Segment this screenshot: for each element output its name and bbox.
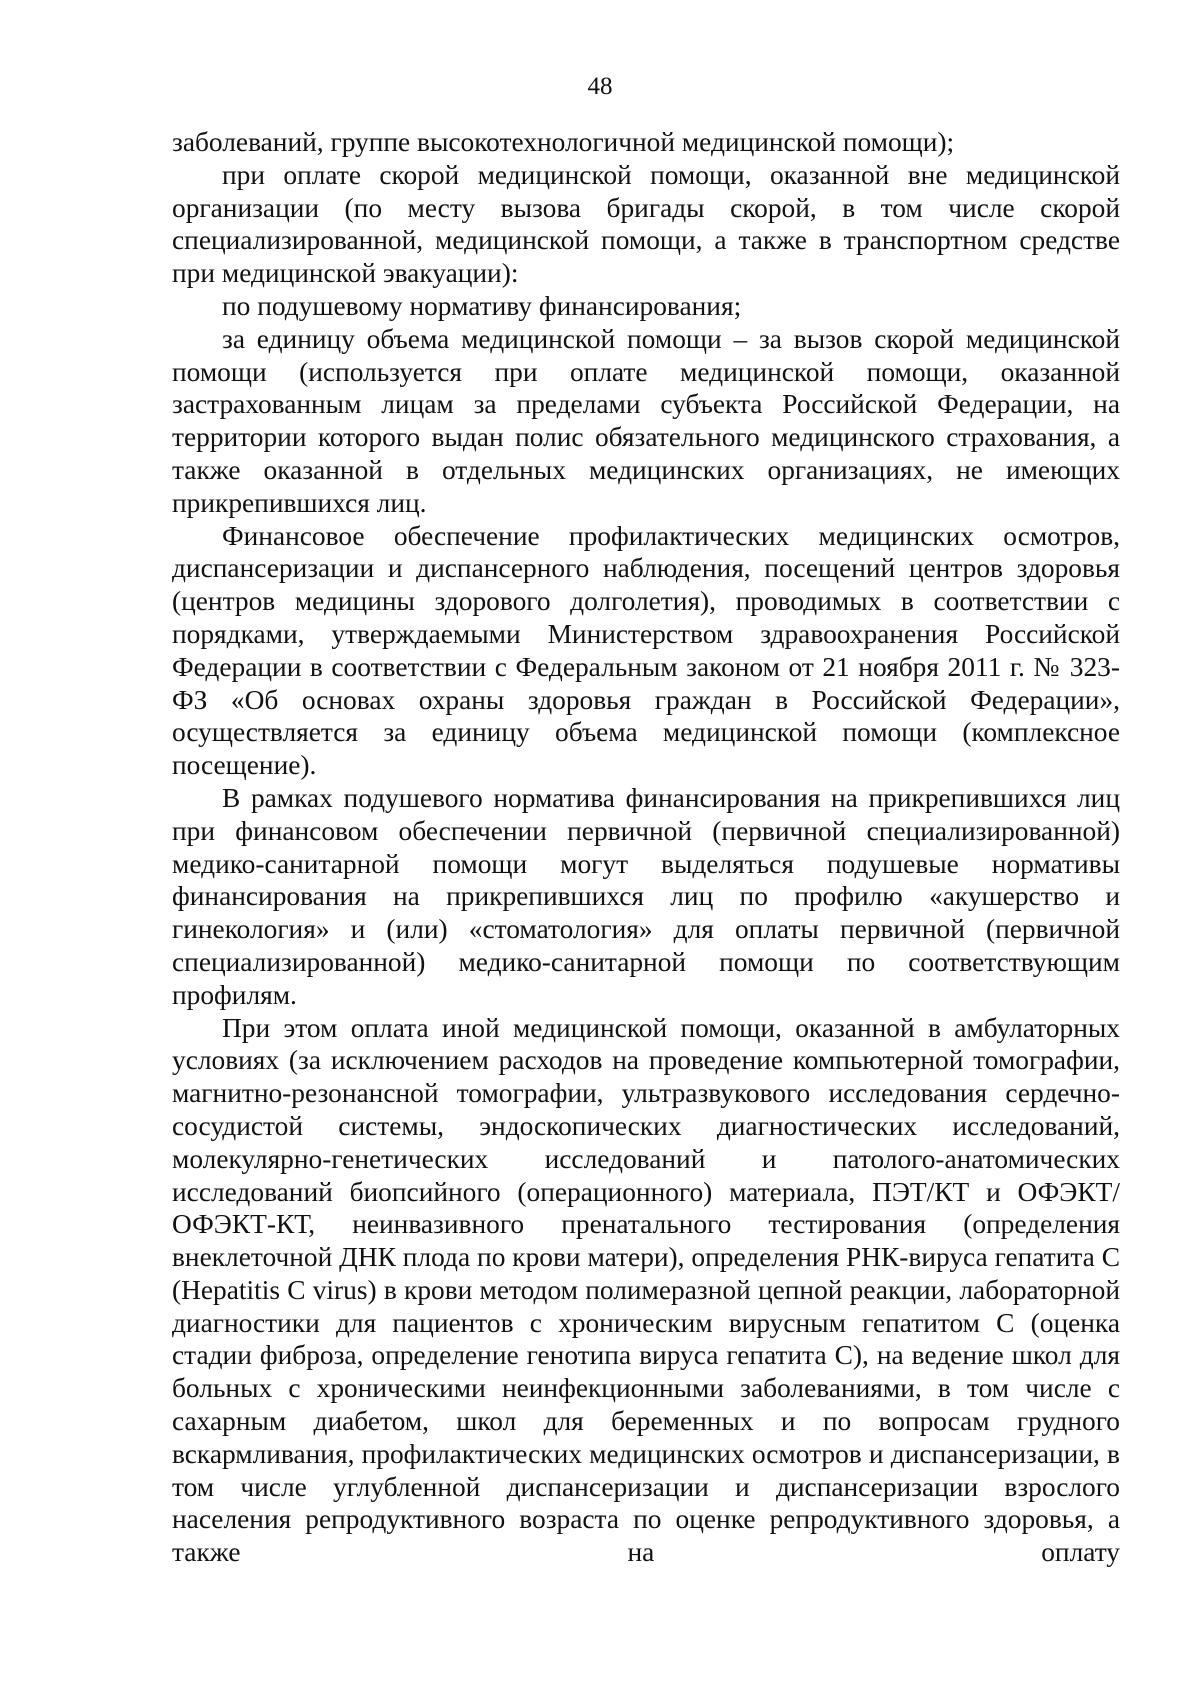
paragraph: по подушевому нормативу финансирования;	[222, 290, 742, 321]
paragraph: заболеваний, группе высокотехнологичной медицинской помощи);	[172, 127, 955, 157]
document-body	[172, 126, 1120, 1569]
paragraph: Финансовое обеспечение профилактических медицинских осмотров, диспансеризации и диспансерного наблюдения, посещений центров здоровья (центров медицины здорового долголетия), проводимых в соответствии с порядками, утверждаемыми Министерством здравоохранения Российской Федерации в соответствии с Федеральным законом от 21 ноября 2011 г. № 323-ФЗ «Об основах охраны здоровья граждан в Российской Федерации», осуществляется за единицу объема медицинской помощи (комплексное посещение).	[172, 520, 1120, 781]
paragraph: при оплате скорой медицинской помощи, оказанной вне медицинской организации (по месту вызова бригады скорой, в том числе скорой специализированной, медицинской помощи, а также в транспортном средстве при медицинской эвакуации):	[172, 159, 1120, 289]
page-number: 48	[587, 73, 613, 100]
paragraph: При этом оплата иной медицинской помощи, оказанной в амбулаторных условиях (за исключением расходов на проведение компьютерной томографии, магнитно-резонансной томографии, ультразвукового исследования сердечно-сосудистой системы, эндоскопических диагностических исследований, молекулярно-генетических исследований и патолого-анатомических исследований биопсийного (операционного) материала, ПЭТ/КТ и ОФЭКТ/ОФЭКТ-КТ, неинвазивного пренатального тестирования (определения внеклеточной ДНК плода по крови матери), определения РНК-вируса гепатита С (Hepatitis C virus) в крови методом полимеразной цепной реакции, лабораторной диагностики для пациентов с хроническим вирусным гепатитом С (оценка стадии фиброза, определение генотипа вируса гепатита С), на ведение школ для больных с хроническими неинфекционными заболеваниями, в том числе с сахарным диабетом, школ для беременных и по вопросам грудного вскармливания, профилактических медицинских осмотров и диспансеризации, в том числе углубленной диспансеризации и диспансеризации взрослого населения репродуктивного возраста по оценке репродуктивного здоровья, а также на оплату	[172, 1012, 1120, 1568]
paragraph: В рамках подушевого норматива финансирования на прикрепившихся лиц при финансовом обеспечении первичной (первичной специализированной) медико-санитарной помощи могут выделяться подушевые нормативы финансирования на прикрепившихся лиц по профилю «акушерство и гинекология» и (или) «стоматология» для оплаты первичной (первичной специализированной) медико-санитарной помощи по соответствующим профилям.	[172, 782, 1120, 1010]
paragraph: за единицу объема медицинской помощи – за вызов скорой медицинской помощи (используется при оплате медицинской помощи, оказанной застрахованным лицам за пределами субъекта Российской Федерации, на территории которого выдан полис обязательного медицинского страхования, а также оказанной в отдельных медицинских организациях, не имеющих прикрепившихся лиц.	[172, 323, 1120, 518]
